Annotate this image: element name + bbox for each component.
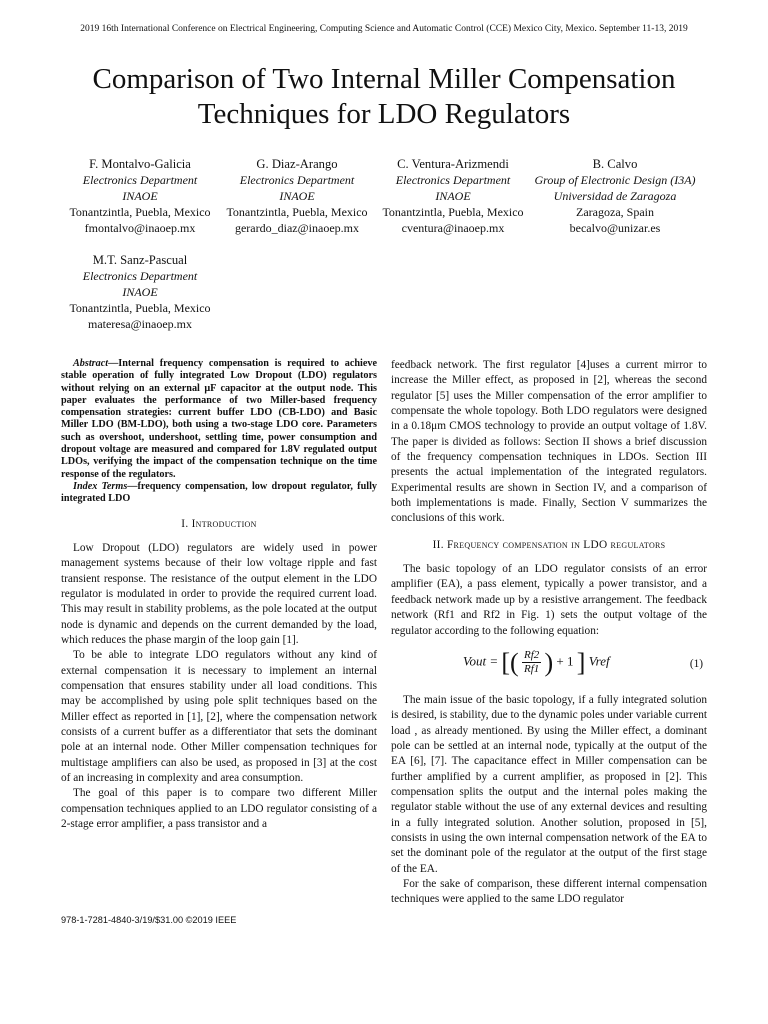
equation-rhs: Vref xyxy=(588,653,610,669)
section-heading-introduction: I. Introduction xyxy=(181,517,257,530)
equation-body xyxy=(463,649,610,676)
index-terms-label: Index Terms xyxy=(73,480,128,492)
author-email: gerardo_diaz@inaoep.mx xyxy=(234,221,359,235)
paper-title xyxy=(40,62,728,132)
paragraph: The main issue of the basic topology, if a fully integrated solution is desired, is stability, due to the dynamic poles under variable current load , as already mentioned. By using the Miller effect, a dominant pole can be settled at an internal node, typically at the output of the EA [6], [7]. The capacitance effect in Miller compensation can be further amplified by a current amplifier, as proposed in [2]. This compensation splits the output and the internal poles making the regulator stable without the use of any external devices and resulting in a fully integrated solution. Another solution, proposed in [5], consists in using the own internal compensation network of the EA to set the dominant pole of the regulator at the output of the first stage of the EA. xyxy=(391,693,707,875)
author-department: Electronics Department xyxy=(239,173,355,187)
equation-lhs: Vout = xyxy=(463,653,499,669)
paragraph: Low Dropout (LDO) regulators are widely used in power management systems because of their low voltage ripple and fast transient response. The resistance of the output element in the LDO regulator is modulated in order to provide the required current load. This may result in stability problems, as the pole located at the output node is dynamic and depends on the current demanded by the load, which reduces the phase margin of the loop gain [1]. xyxy=(61,541,377,646)
paragraph: feedback network. The first regulator [4]uses a current mirror to increase the Miller effect, as proposed in [2], whereas the second regulator [5] uses the Miller compensation of the error amplifier to compensate the whole topology. Both LDO regulators were designed in a 0.18μm CMOS technology to provide an output voltage of 1.8V. The paper is divided as follows: Section II shows a brief discussion of the frequency compensation techniques in LDOs. Section III presents the actual implementation of the integrated regulators. Experimental results are shown in Section IV, and a comparison of both implementations is made. Finally, Section V summarizes the conclusions of this work. xyxy=(391,359,707,525)
author-name: F. Montalvo-Galicia xyxy=(89,157,191,171)
fraction-denominator: Rf1 xyxy=(523,662,540,675)
left-bracket: [( xyxy=(501,647,519,677)
conference-header: 2019 16th International Conference on Electrical Engineering, Computing Science and Automatic Control (CCE) Mexico City, Mexico. September 11-13, 2019 xyxy=(80,24,688,34)
author-block xyxy=(524,156,706,236)
title-line-1: Comparison of Two Internal Miller Compensation xyxy=(92,63,676,95)
author-department: Group of Electronic Design (I3A) xyxy=(534,173,696,187)
author-name: B. Calvo xyxy=(592,157,638,171)
abstract-text: —Internal frequency compensation is required to achieve stable operation of fully integrated Low Dropout (LDO) regulators without relying on an external μF capacitor at the output node. This paper evaluates the performance of two Miller-based frequency compensation strategies: current buffer LDO (CB-LDO) and Basic Miller LDO (BM-LDO), both using a two-stage LDO core. Parameters such as overshoot, undershoot, settling time, power consumption and dropout voltage are measured and compared for 1.8V regulated output LDOs, verifying the impact of the compensation technique on the time response of the regulators. xyxy=(61,358,377,480)
author-department: Electronics Department xyxy=(82,269,198,283)
right-bracket: ] xyxy=(576,647,586,677)
author-department: Electronics Department xyxy=(82,173,198,187)
author-name: C. Ventura-Arizmendi xyxy=(397,157,509,171)
author-location: Tonantzintla, Puebla, Mexico xyxy=(69,301,211,315)
author-department: Electronics Department xyxy=(395,173,511,187)
author-email: becalvo@unizar.es xyxy=(569,221,661,235)
author-location: Tonantzintla, Puebla, Mexico xyxy=(69,205,211,219)
fraction-numerator: Rf2 xyxy=(523,648,540,661)
author-block xyxy=(216,156,378,236)
left-column xyxy=(61,358,377,832)
author-location: Zaragoza, Spain xyxy=(576,205,654,219)
author-institution: INAOE xyxy=(435,189,471,203)
author-block xyxy=(60,252,220,332)
abstract-label: Abstract xyxy=(73,358,109,369)
author-email: materesa@inaoep.mx xyxy=(87,317,192,331)
equation-plus-one: + 1 xyxy=(556,653,574,669)
paragraph: For the sake of comparison, these different internal compensation techniques were applied to the same LDO regulator xyxy=(391,877,707,906)
author-location: Tonantzintla, Puebla, Mexico xyxy=(382,205,524,219)
index-terms xyxy=(61,481,377,506)
author-name: G. Diaz-Arango xyxy=(256,157,338,171)
author-institution: INAOE xyxy=(279,189,315,203)
right-paren: ) xyxy=(544,647,554,677)
author-institution: Universidad de Zaragoza xyxy=(553,189,677,203)
author-block xyxy=(372,156,534,236)
index-terms-text: —frequency compensation, low dropout regulator, fully integrated LDO xyxy=(61,480,377,505)
author-email: cventura@inaoep.mx xyxy=(401,221,505,235)
paragraph: To be able to integrate LDO regulators without any kind of external compensation it is necessary to implement an internal compensation that ensures stability under all load conditions. This may be accomplished by using pole split techniques based on the Miller effect as reported in [1], [2], where the compensation network consists of a current buffer as a differentiator that sets the dominant pole at an internal node. Other Miller compensation techniques for multistage amplifiers can also be used, as proposed in [3] at the cost of an increasing in complexity and area consumption. xyxy=(61,649,377,785)
paragraph: The goal of this paper is to compare two different Miller compensation techniques applied to an LDO regulator consisting of a 2-stage error amplifier, a pass transistor and a xyxy=(61,787,377,831)
author-location: Tonantzintla, Puebla, Mexico xyxy=(226,205,368,219)
copyright-notice: 978-1-7281-4840-3/19/$31.00 ©2019 IEEE xyxy=(61,915,237,925)
author-email: fmontalvo@inaoep.mx xyxy=(84,221,196,235)
right-column xyxy=(391,358,707,908)
title-line-2: Techniques for LDO Regulators xyxy=(197,98,571,130)
equation-1 xyxy=(391,643,707,687)
section-heading-frequency-compensation: II. Frequency compensation in LDO regulators xyxy=(432,538,666,551)
author-institution: INAOE xyxy=(122,285,158,299)
author-block xyxy=(60,156,220,236)
equation-number: (1) xyxy=(689,657,703,670)
fraction xyxy=(522,649,541,676)
paragraph: The basic topology of an LDO regulator consists of an error amplifier (EA), a pass element, typically a power transistor, and a feedback network made up by a resistive arrangement. The feedback network (Rf1 and Rf2 in Fig. 1) sets the output voltage of the regulator according to the following equation: xyxy=(391,563,707,637)
author-name: M.T. Sanz-Pascual xyxy=(92,253,188,267)
author-institution: INAOE xyxy=(122,189,158,203)
abstract xyxy=(61,358,377,481)
